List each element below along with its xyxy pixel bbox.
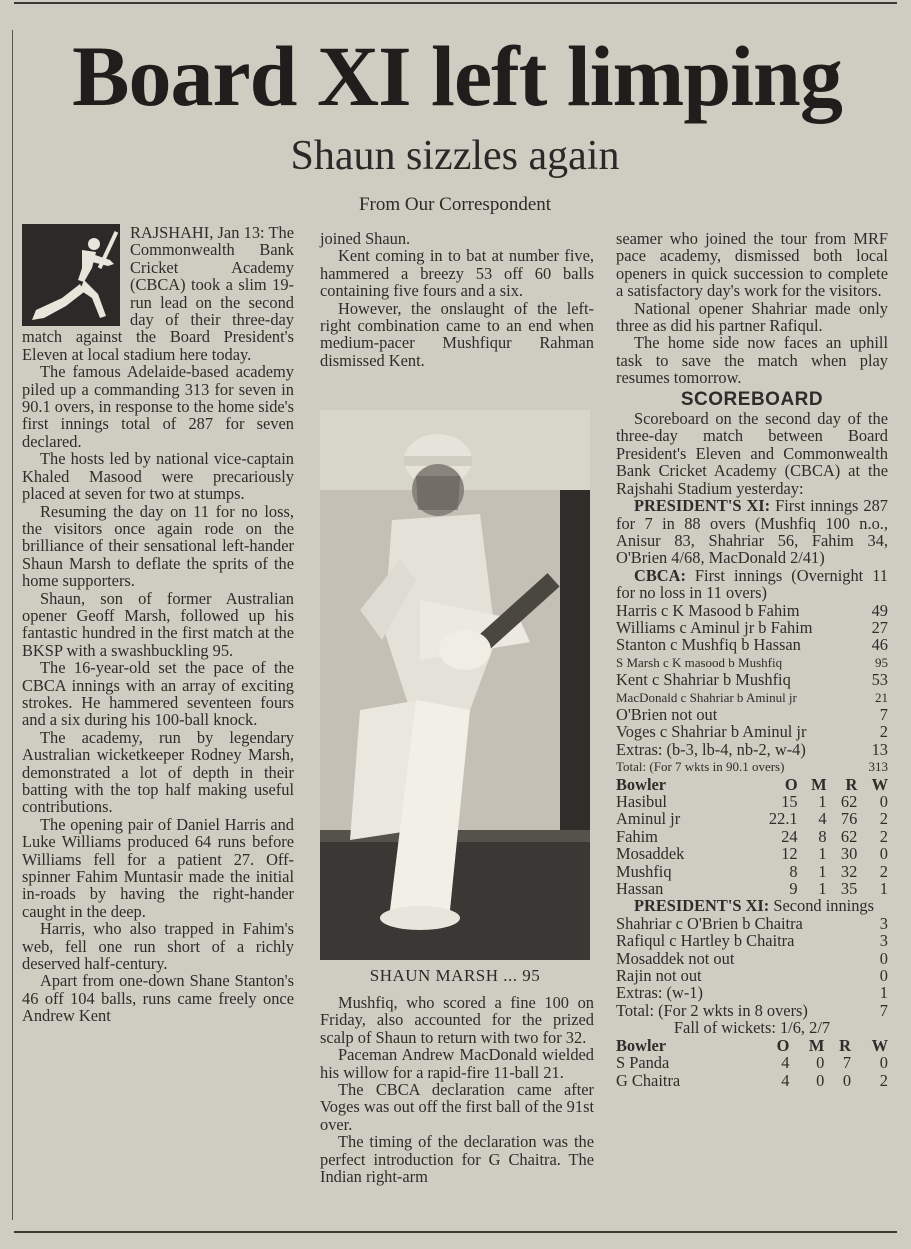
table-row: [616, 863, 888, 880]
cell: 1: [818, 792, 827, 811]
cell: Hasibul: [616, 792, 667, 811]
paragraph: The 16-year-old set the pace of the CBCA innings with an array of exciting strokes. He hammered seventeen fours and a six during his 100-ball knock.: [22, 658, 294, 730]
pres-first-text: First innings 287 for 7 in 88 overs (Mushfiq 100 n.o., Anisur 83, Shahriar 56, Fahim 34, O'Brien 4/68, MacDonald 2/41): [616, 496, 888, 568]
paragraph: seamer who joined the tour from MRF pace academy, dismissed both local openers in quick succession to complete a satisfactory day's work for the visitors.: [616, 229, 888, 301]
paragraph: joined Shaun.: [320, 229, 411, 248]
cell: 0: [879, 844, 888, 864]
runs: 13: [871, 739, 888, 759]
batsman: Total: (For 2 wkts in 8 overs): [616, 1000, 808, 1020]
batting-row: [616, 706, 888, 723]
batsman: Harris c K Masood b Fahim: [616, 600, 800, 620]
paragraph: The hosts led by national vice-captain Khaled Masood were precariously placed at seven for two at stumps.: [22, 449, 294, 504]
cbca-innings: [616, 567, 888, 602]
cell: S Panda: [616, 1053, 670, 1073]
table-header: [616, 1037, 888, 1054]
byline: From Our Correspondent: [358, 194, 552, 215]
cell: 1: [879, 879, 888, 899]
fall-of-wickets: Fall of wickets: 1/6, 2/7: [673, 1018, 831, 1038]
batting-row: [616, 671, 888, 688]
cbca-batting-list: [616, 602, 888, 776]
paragraph: Shaun, son of former Australian opener Geoff Marsh, followed up his fantastic hundred in the first match at the BKSP with a swashbuckling 95.: [22, 588, 294, 660]
article-column-1: [22, 224, 294, 1025]
cell: 1: [818, 861, 827, 881]
table-row: [616, 880, 888, 897]
batsman: Kent c Shahriar b Mushfiq: [616, 670, 791, 690]
batting-row: [616, 950, 888, 967]
scoreboard-intro: Scoreboard on the second day of the three-day match between Board President's Eleven and Commonwealth Bank Cricket Academy (CBCA) at the Rajshahi Stadium yesterday:: [616, 409, 888, 498]
paragraph: The home side now faces an uphill task to save the match when play resumes tomorrow.: [616, 333, 888, 388]
cell: 8: [818, 826, 827, 846]
batsman: Rafiqul c Hartley b Chaitra: [616, 931, 795, 951]
cell: 32: [840, 861, 858, 881]
cell: 4: [781, 1070, 790, 1090]
cell: Mushfiq: [616, 861, 672, 881]
header-cell: Bowler: [616, 774, 667, 794]
table-header: [616, 776, 888, 793]
paragraph: The CBCA declaration came after Voges was out off the first ball of the 91st over.: [320, 1080, 594, 1134]
batsman: Total: (For 7 wkts in 90.1 overs): [616, 759, 785, 775]
paragraph: RAJSHAHI, Jan 13: The Commonwealth Bank Cricket Academy (CBCA) took a slim 19-run lead on the second day of their three-day match against the Board President's Eleven at local stadium here today.: [22, 223, 294, 364]
article-column-2-continued: [320, 994, 594, 1185]
paragraph: National opener Shahriar made only three as did his partner Rafiqul.: [616, 298, 888, 336]
batting-row: [616, 915, 888, 932]
article-column-2: [320, 230, 594, 369]
batting-row: [616, 984, 888, 1001]
table-row: [616, 1072, 888, 1089]
cell: 24: [781, 826, 798, 846]
paragraph: The famous Adelaide-based academy piled up a commanding 313 for seven in 90.1 overs, in response to the home side's first innings total of 287 for seven declared.: [22, 362, 294, 451]
table-row: [616, 828, 888, 845]
runs: 7: [879, 704, 888, 724]
cell: 1: [818, 879, 827, 899]
pres-first-innings: [616, 497, 888, 567]
pres-first-head: PRESIDENT'S XI:: [634, 496, 771, 516]
cell: 22.1: [768, 809, 798, 829]
bottom-rule: [14, 1231, 897, 1233]
batting-row: [616, 689, 888, 706]
paragraph: Resuming the day on 11 for no loss, the visitors once again rode on the brilliance of their sensational left-hander Shaun Marsh to deflate the sprits of the home supporters.: [22, 501, 294, 591]
batting-row: [616, 967, 888, 984]
cell: 4: [818, 809, 827, 829]
cell: 1: [818, 844, 827, 864]
header-cell: O: [784, 774, 798, 794]
runs: 53: [871, 670, 888, 690]
table-row: [616, 810, 888, 827]
cell: 0: [816, 1053, 825, 1073]
paragraph: Apart from one-down Shane Stanton's 46 off 104 balls, runs came freely once Andrew Kent: [22, 971, 294, 1026]
cell: 4: [781, 1053, 790, 1073]
cell: 0: [879, 1053, 888, 1073]
paragraph: The academy, run by legendary Australian wicketkeeper Rodney Marsh, demonstrated a lot of depth in their batting with the top half making useful contributions.: [22, 727, 294, 817]
batsman: Shahriar c O'Brien b Chaitra: [616, 913, 803, 933]
batting-row: [616, 723, 888, 740]
article-column-3: [616, 230, 888, 1089]
cell: 2: [879, 809, 888, 829]
header-cell: Bowler: [616, 1035, 667, 1055]
batting-row: [616, 636, 888, 653]
paragraph: The opening pair of Daniel Harris and Luke Williams produced 64 runs before Williams fell for a patient 27. Off-spinner Fahim Muntasir made the initial in-roads by having the right-hander caught in the deep.: [22, 814, 294, 921]
header-cell: R: [845, 774, 858, 794]
batsman: Stanton c Mushfiq b Hassan: [616, 635, 801, 655]
batsman: Williams c Aminul jr b Fahim: [616, 617, 813, 637]
runs: 3: [879, 931, 888, 951]
table-row: [616, 1054, 888, 1071]
runs: 0: [879, 966, 888, 986]
batsman: Extras: (b-3, lb-4, nb-2, w-4): [616, 739, 806, 759]
subheadline: Shaun sizzles again: [290, 133, 620, 179]
cell: 2: [879, 1070, 888, 1090]
batting-row: [616, 758, 888, 775]
paragraph: Kent coming in to bat at number five, hammered a breezy 53 off 60 balls containing five fours and a six.: [320, 246, 594, 301]
cbca-text: First innings (Overnight 11 for no loss in 11 overs): [616, 565, 888, 603]
batsman: Mosaddek not out: [616, 948, 735, 968]
cbca-head: CBCA:: [634, 565, 686, 585]
batsman-photo: [320, 410, 590, 960]
runs: 7: [879, 1000, 888, 1020]
batsman: S Marsh c K masood b Mushfiq: [616, 654, 783, 670]
header-cell: M: [811, 774, 827, 794]
table-row: [616, 845, 888, 862]
batting-row: [616, 741, 888, 758]
cell: 2: [879, 861, 888, 881]
header-cell: M: [808, 1035, 825, 1055]
cell: 62: [840, 826, 858, 846]
cricket-batsman-logo-icon: [22, 224, 120, 326]
cell: 0: [842, 1070, 852, 1090]
cell: 15: [781, 792, 798, 811]
cell: 8: [789, 861, 798, 881]
runs: 49: [871, 600, 888, 620]
cell: 0: [816, 1070, 825, 1090]
header-cell: W: [871, 1035, 888, 1055]
batting-row: [616, 1002, 888, 1019]
pres-second-head: PRESIDENT'S XI:: [634, 896, 770, 916]
batsman: Rajin not out: [616, 966, 702, 986]
runs: 313: [868, 759, 888, 775]
scoreboard-title: SCOREBOARD: [680, 388, 824, 410]
batting-row: [616, 932, 888, 949]
runs: 3: [879, 913, 888, 933]
paragraph: Paceman Andrew MacDonald wielded his willow for a rapid-fire 11-ball 21.: [320, 1045, 594, 1082]
cbca-bowling-table: [616, 776, 888, 898]
cell: 9: [789, 879, 798, 899]
cell: 35: [840, 879, 858, 899]
cell: 62: [840, 792, 858, 811]
cell: 0: [879, 792, 888, 811]
runs: 27: [871, 617, 888, 637]
headline: Board XI left limping: [72, 28, 842, 124]
cell: Mosaddek: [616, 844, 685, 864]
cell: 30: [840, 844, 858, 864]
header-cell: W: [871, 774, 888, 794]
batsman: O'Brien not out: [616, 704, 718, 724]
cell: 76: [840, 809, 858, 829]
batting-row: [616, 602, 888, 619]
pres-second-innings: [616, 897, 888, 914]
cell: G Chaitra: [616, 1070, 681, 1090]
column-rule: [12, 30, 13, 1220]
header-cell: R: [839, 1035, 852, 1055]
paragraph: Mushfiq, who scored a fine 100 on Friday, also accounted for the prized scalp of Shaun to return with two for 32.: [320, 993, 594, 1047]
batsman: Extras: (w-1): [616, 983, 703, 1003]
runs: 46: [871, 635, 888, 655]
paragraph: The timing of the declaration was the perfect introduction for G Chaitra. The Indian right-arm: [320, 1132, 594, 1187]
batting-row: [616, 619, 888, 636]
table-row: [616, 793, 888, 810]
cell: Aminul jr: [616, 809, 681, 829]
cell: 12: [781, 844, 798, 864]
runs: 95: [875, 654, 888, 670]
cell: 7: [842, 1053, 852, 1073]
runs: 21: [875, 689, 888, 705]
paragraph: However, the onslaught of the left-right combination came to an end when medium-pacer Mushfiqur Rahman dismissed Kent.: [320, 298, 594, 370]
photo-caption: SHAUN MARSH ... 95: [369, 966, 541, 985]
batsman: Voges c Shahriar b Aminul jr: [616, 722, 807, 742]
cell: Fahim: [616, 826, 658, 846]
batting-row: [616, 654, 888, 671]
top-rule: [14, 2, 897, 4]
batsman: MacDonald c Shahriar b Aminul jr: [616, 689, 797, 705]
paragraph: Harris, who also trapped in Fahim's web, fell one run short of a richly deserved half-century.: [22, 919, 294, 974]
runs: 2: [879, 722, 888, 742]
cell: Hassan: [616, 879, 664, 899]
runs: 1: [879, 983, 888, 1003]
pres-bowling-table: [616, 1037, 888, 1089]
cell: 2: [879, 826, 888, 846]
runs: 0: [879, 948, 888, 968]
header-cell: O: [776, 1035, 790, 1055]
pres-batting-list: [616, 915, 888, 1019]
pres-second-text: Second innings: [773, 896, 874, 916]
